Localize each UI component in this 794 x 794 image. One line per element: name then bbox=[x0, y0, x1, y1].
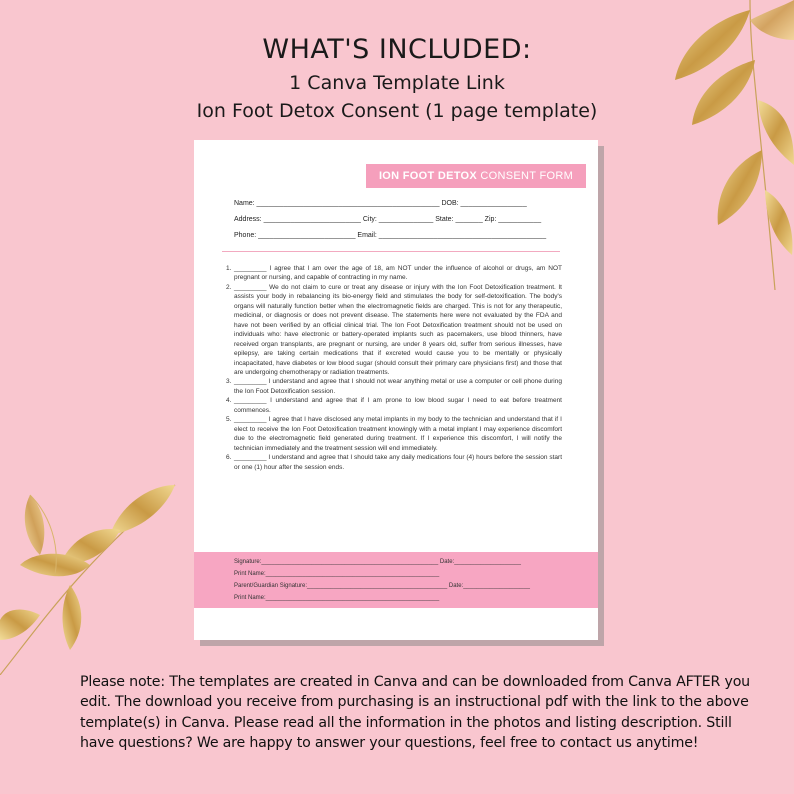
term-number: 6. bbox=[226, 454, 232, 462]
included-item-2: Ion Foot Detox Consent (1 page template) bbox=[196, 100, 598, 122]
guardian-signature-line: Parent/Guardian Signature:__________________________________________ Date:____________________ bbox=[234, 583, 530, 589]
form-title-rest: CONSENT FORM bbox=[477, 170, 574, 182]
purchase-note: Please note: The templates are created in Canva and can be downloaded from Canva AFTER you edit. The download you receive from purchasing is an instructional pdf with the link to the above template(s) in Canva. Please read all the information in the photos and listing description. Still have questions? We are happy to answer your questions, feel free to contact us anytime! bbox=[80, 674, 750, 752]
included-item-1: 1 Canva Template Link bbox=[289, 72, 505, 94]
term-number: 2. bbox=[226, 283, 232, 291]
term-item bbox=[226, 453, 562, 472]
term-item bbox=[226, 396, 562, 415]
consent-form-preview bbox=[194, 140, 598, 640]
term-item bbox=[226, 283, 562, 378]
term-text: _________ I understand and agree that I should take any daily medications four (4) hours before the session start or one (1) hour after the session ends. bbox=[234, 454, 562, 471]
term-number: 4. bbox=[226, 397, 232, 405]
term-text: _________ I understand and agree that I should not wear anything metal or use a computer or cell phone during the Ion Foot Detoxification session. bbox=[234, 378, 562, 395]
term-text: _________ I agree that I have disclosed any metal implants in my body to the technician and understand that if I elect to receive the Ion Foot Detoxification treatment knowingly with a metal implant I may experience discomfort due to the electromagnetic field generated during treatment. If I experience this discomfort, I will notify the technician immediately and the treatment session will end immediately. bbox=[234, 416, 562, 452]
divider bbox=[222, 251, 560, 252]
term-item bbox=[226, 377, 562, 396]
guardian-print-name-line: Print Name:____________________________________________________ bbox=[234, 595, 440, 601]
term-number: 1. bbox=[226, 265, 232, 272]
signature-section bbox=[194, 552, 598, 608]
term-number: 3. bbox=[226, 378, 232, 386]
term-item bbox=[226, 415, 562, 453]
term-number: 5. bbox=[226, 416, 232, 424]
term-item bbox=[226, 264, 562, 283]
gold-leaf-decoration-bottom-left bbox=[0, 455, 190, 675]
print-name-line: Print Name:____________________________________________________ bbox=[234, 571, 440, 577]
field-row-name-dob: Name: _______________________________________________ DOB: _________________ bbox=[234, 200, 527, 207]
form-title-banner bbox=[366, 164, 586, 188]
terms-list bbox=[226, 264, 562, 472]
term-text: _________ I understand and agree that if I am prone to low blood sugar I need to eat before treatment commences. bbox=[234, 397, 562, 414]
term-text: _________ We do not claim to cure or treat any disease or injury with the Ion Foot Detoxification treatment. It assists your body in rebalancing its bio-energy field and stimulates the body for self-detoxification. The body's organs will naturally function better when the electromagnetic fields are charged. This is not for any therapeutic, medicinal, or diagnosis or does not prevent disease. The statements here were not evaluated by the FDA and have not been verified by an official clinical trial. The Ion Foot Detoxification treatment should not be used on individuals who: have electronic or battery-operated implants such as pacemakers, use blood thinners, have received organ transplants, are pregnant or nursing, are under 8 years old, suffer from serious illnesses, have epilepsy, are taking certain medications that if excreted would cause you to be mentally or physically incapacitated, have diabetes or low blood sugar (should consult their primary care physicians first) and those that are undergoing chemotherapy or radiation treatments. bbox=[234, 283, 562, 376]
term-text: _________ I agree that I am over the age of 18, am NOT under the influence of alcohol or drugs, am NOT pregnant or nursing, and capable of contracting in my name. bbox=[234, 265, 562, 282]
form-title-bold: ION FOOT DETOX bbox=[378, 170, 478, 182]
page-title: WHAT'S INCLUDED: bbox=[262, 34, 532, 65]
signature-line: Signature:_____________________________________________________ Date:____________________ bbox=[234, 559, 521, 565]
field-row-phone-email: Phone: _________________________ Email: ___________________________________________ bbox=[234, 232, 547, 239]
field-row-address: Address: _________________________ City: ______________ State: _______ Zip: ___________ bbox=[234, 216, 542, 223]
